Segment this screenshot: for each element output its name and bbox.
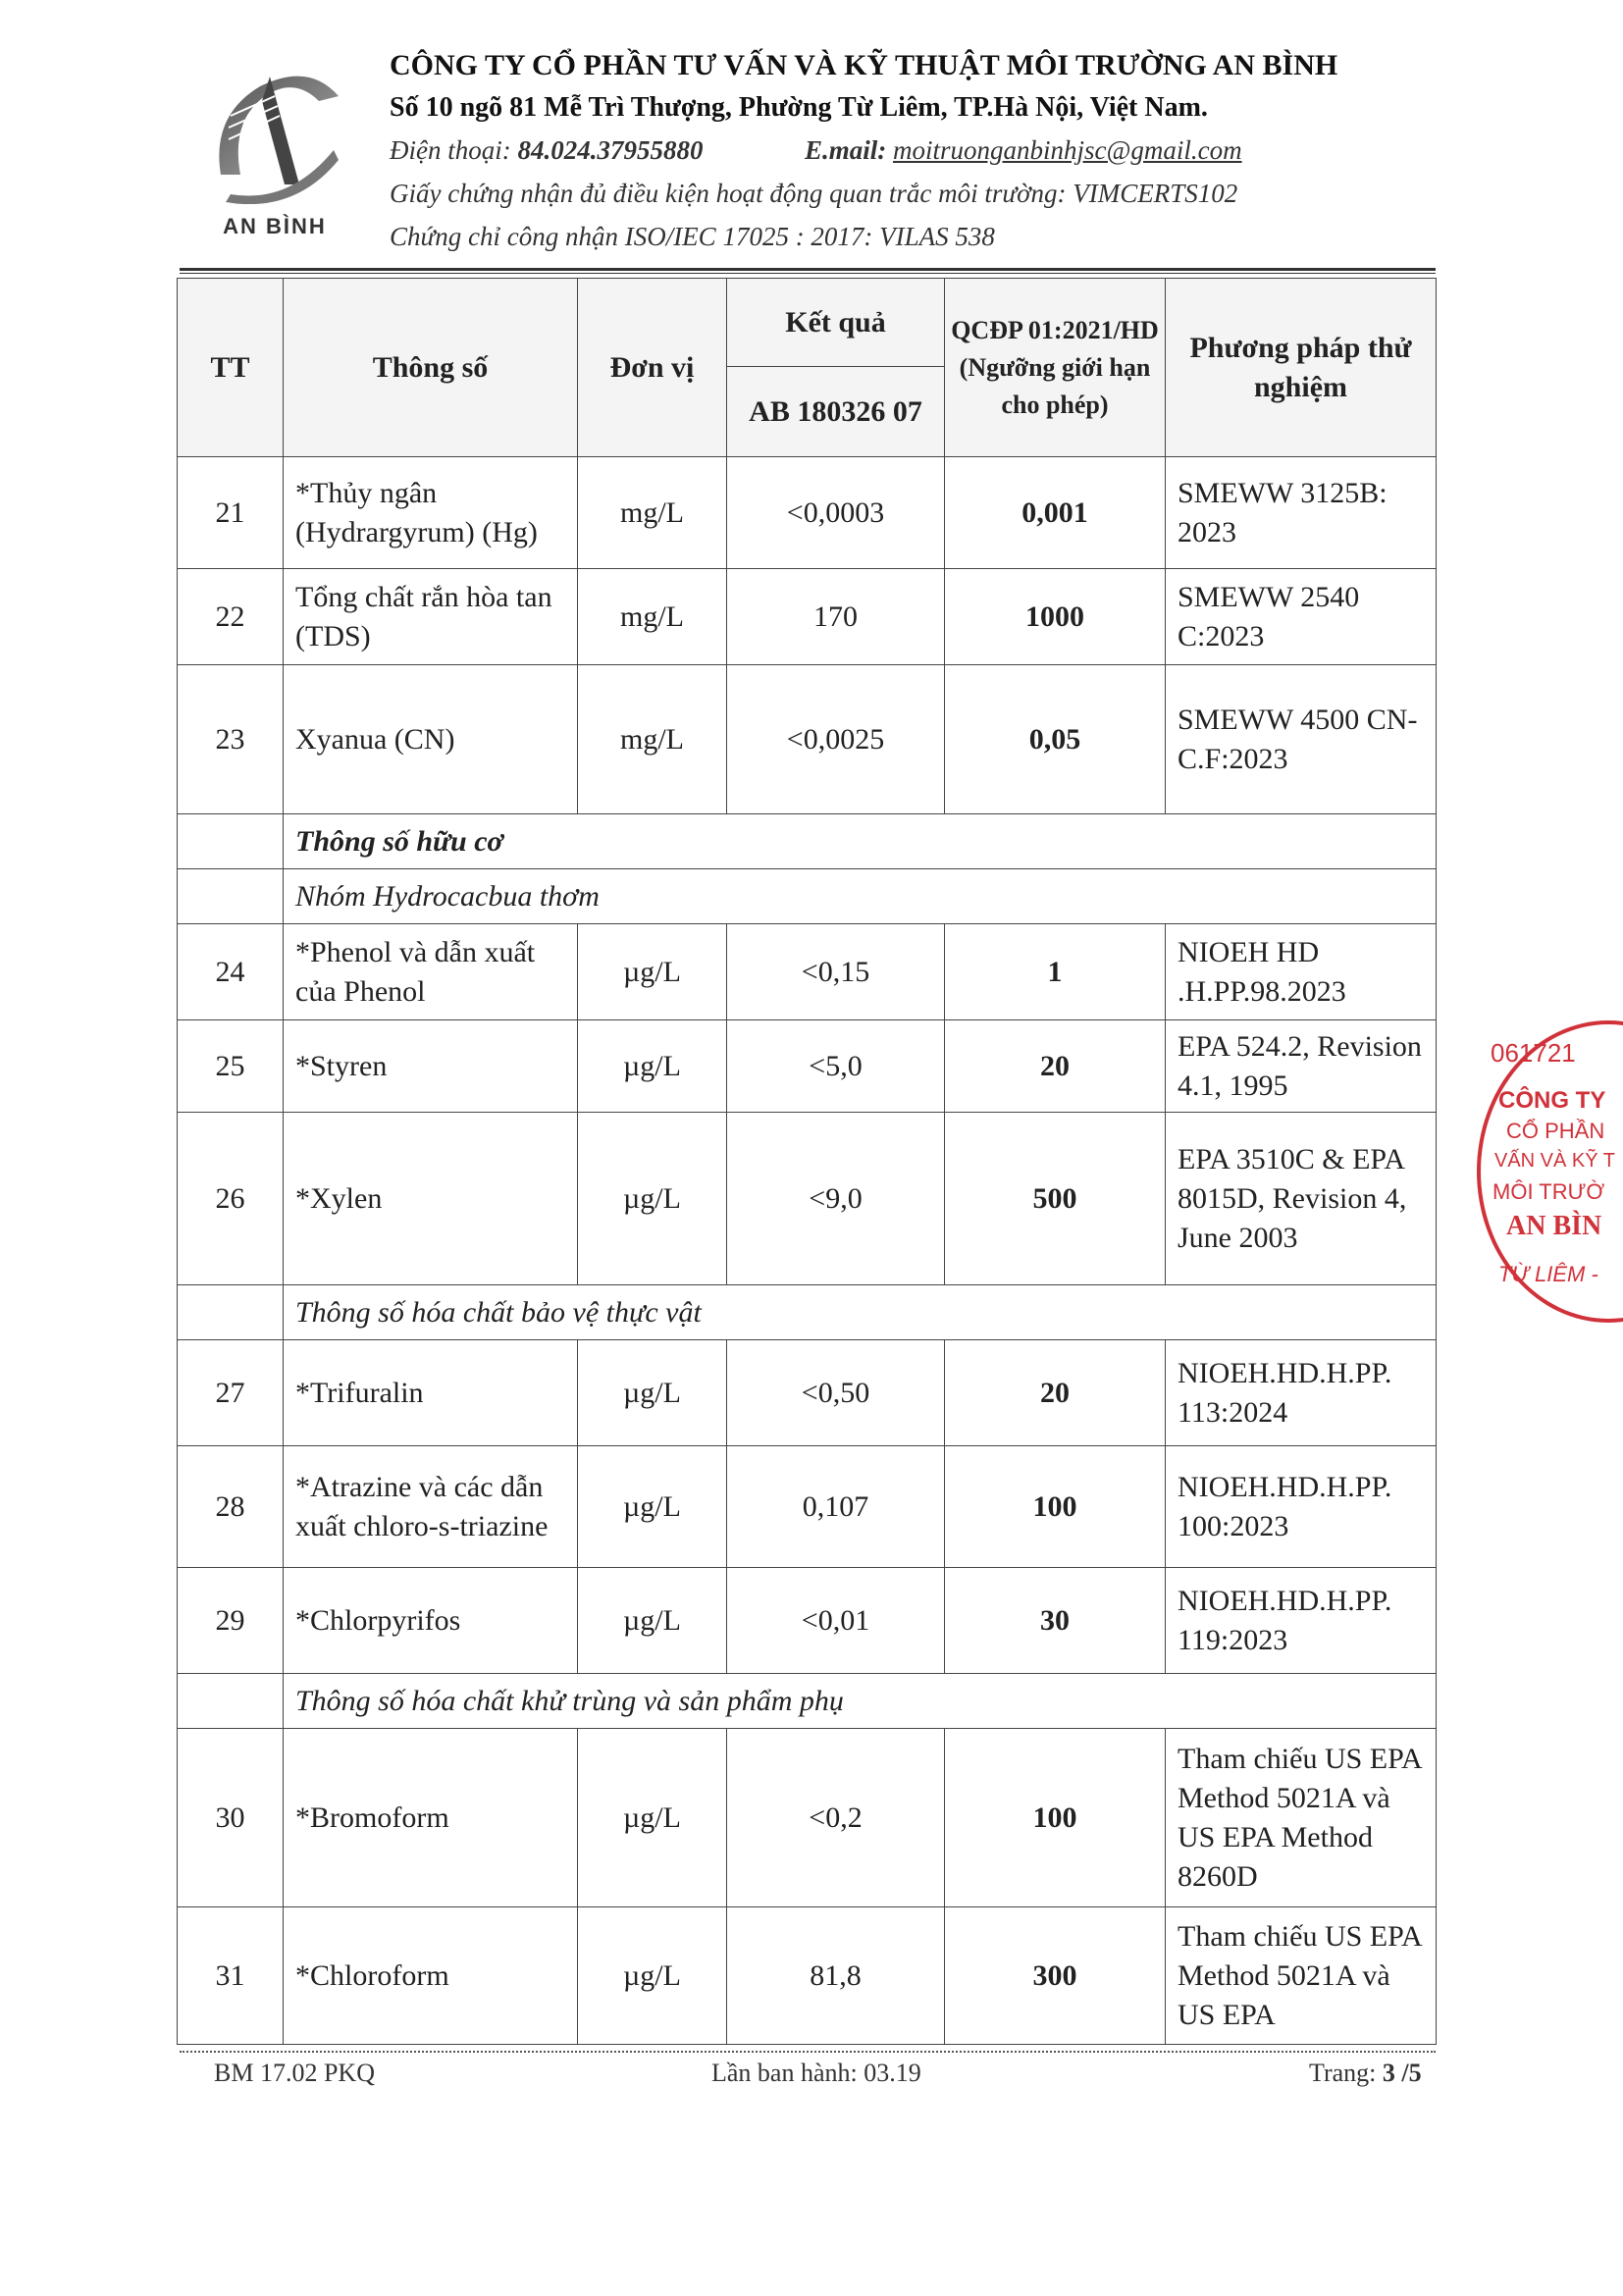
header-limit: QCĐP 01:2021/HD (Ngưỡng giới hạn cho phép) xyxy=(945,279,1166,457)
row-limit: 20 xyxy=(945,1340,1166,1446)
row-tt: 24 xyxy=(178,924,284,1020)
section-spacer xyxy=(178,814,284,869)
row-method: SMEWW 4500 CN-C.F:2023 xyxy=(1166,665,1437,814)
phone-label: Điện thoại: xyxy=(390,135,511,165)
row-param: *Styren xyxy=(284,1020,578,1113)
table-row xyxy=(178,569,1437,665)
contact-line xyxy=(390,135,1469,179)
row-param: Tổng chất rắn hòa tan (TDS) xyxy=(284,569,578,665)
row-param: *Bromoform xyxy=(284,1729,578,1907)
row-param: *Atrazine và các dẫn xuất chloro-s-triazine xyxy=(284,1446,578,1568)
row-limit: 1000 xyxy=(945,569,1166,665)
row-result: <0,2 xyxy=(727,1729,945,1907)
table-row xyxy=(178,1729,1437,1907)
stamp-line-6: TỪ LIÊM - xyxy=(1498,1262,1598,1286)
row-unit: mg/L xyxy=(578,569,727,665)
table-row xyxy=(178,1340,1437,1446)
row-result: <0,0003 xyxy=(727,457,945,569)
row-limit: 500 xyxy=(945,1113,1166,1285)
row-tt: 31 xyxy=(178,1907,284,2045)
section-title-disinfection: Thông số hóa chất khử trùng và sản phẩm phụ xyxy=(284,1674,1437,1729)
row-tt: 22 xyxy=(178,569,284,665)
company-logo xyxy=(201,57,348,243)
footer-divider xyxy=(180,2051,1436,2053)
row-unit: µg/L xyxy=(578,924,727,1020)
row-result: 0,107 xyxy=(727,1446,945,1568)
row-param: *Chloroform xyxy=(284,1907,578,2045)
row-limit: 100 xyxy=(945,1446,1166,1568)
row-param: *Xylen xyxy=(284,1113,578,1285)
stamp-line-2: CỔ PHẦN xyxy=(1506,1119,1605,1143)
logo-wordmark: AN BÌNH xyxy=(223,214,327,238)
footer-page xyxy=(1309,2059,1422,2088)
row-param: *Chlorpyrifos xyxy=(284,1568,578,1674)
section-spacer xyxy=(178,1285,284,1340)
table-row xyxy=(178,1907,1437,2045)
company-name: CÔNG TY CỔ PHẦN TƯ VẤN VÀ KỸ THUẬT MÔI TRƯỜNG AN BÌNH xyxy=(390,49,1338,81)
row-method: SMEWW 3125B: 2023 xyxy=(1166,457,1437,569)
row-method: Tham chiếu US EPA Method 5021A và US EPA xyxy=(1166,1907,1437,2045)
results-table xyxy=(177,278,1437,2045)
row-method: NIOEH.HD.H.PP. 113:2024 xyxy=(1166,1340,1437,1446)
row-tt: 26 xyxy=(178,1113,284,1285)
row-method: NIOEH.HD.H.PP. 119:2023 xyxy=(1166,1568,1437,1674)
footer-page-number: 3 /5 xyxy=(1382,2059,1422,2087)
row-param: Xyanua (CN) xyxy=(284,665,578,814)
row-unit: µg/L xyxy=(578,1568,727,1674)
row-param: *Phenol và dẫn xuất của Phenol xyxy=(284,924,578,1020)
row-param: *Trifuralin xyxy=(284,1340,578,1446)
row-limit: 0,05 xyxy=(945,665,1166,814)
header-method: Phương pháp thử nghiệm xyxy=(1166,279,1437,457)
row-unit: µg/L xyxy=(578,1729,727,1907)
row-tt: 27 xyxy=(178,1340,284,1446)
row-unit: µg/L xyxy=(578,1113,727,1285)
row-method: EPA 524.2, Revision 4.1, 1995 xyxy=(1166,1020,1437,1113)
footer-form-code: BM 17.02 PKQ xyxy=(214,2059,375,2087)
row-result: 170 xyxy=(727,569,945,665)
stamp-line-4: MÔI TRƯỜ xyxy=(1492,1179,1605,1204)
section-spacer xyxy=(178,1674,284,1729)
row-result: <0,0025 xyxy=(727,665,945,814)
email-link[interactable]: moitruonganbinhjsc@gmail.com xyxy=(893,135,1242,165)
row-unit: µg/L xyxy=(578,1340,727,1446)
header-divider xyxy=(180,268,1436,271)
row-tt: 23 xyxy=(178,665,284,814)
row-limit: 0,001 xyxy=(945,457,1166,569)
header-result: Kết quả xyxy=(727,279,945,367)
stamp-number: 061721 xyxy=(1491,1038,1576,1068)
row-unit: mg/L xyxy=(578,665,727,814)
header-divider-thin xyxy=(180,273,1436,274)
section-title-pesticides: Thông số hóa chất bảo vệ thực vật xyxy=(284,1285,1437,1340)
row-method: EPA 3510C & EPA 8015D, Revision 4, June 2003 xyxy=(1166,1113,1437,1285)
section-row xyxy=(178,1674,1437,1729)
stamp-line-3: VẤN VÀ KỸ T xyxy=(1494,1150,1616,1172)
row-tt: 28 xyxy=(178,1446,284,1568)
row-param: *Thủy ngân (Hydrargyrum) (Hg) xyxy=(284,457,578,569)
row-tt: 29 xyxy=(178,1568,284,1674)
row-limit: 300 xyxy=(945,1907,1166,2045)
section-spacer xyxy=(178,869,284,924)
section-title-aromatic: Nhóm Hydrocacbua thơm xyxy=(284,869,1437,924)
row-limit: 30 xyxy=(945,1568,1166,1674)
row-method: SMEWW 2540 C:2023 xyxy=(1166,569,1437,665)
header-unit: Đơn vị xyxy=(578,279,727,457)
row-result: <0,50 xyxy=(727,1340,945,1446)
section-title-organic: Thông số hữu cơ xyxy=(284,814,1437,869)
company-header xyxy=(390,49,1469,265)
table-row xyxy=(178,1446,1437,1568)
stamp-line-5: AN BÌN xyxy=(1506,1211,1602,1241)
footer-page-label: Trang: xyxy=(1309,2059,1377,2087)
vimcerts-certificate: Giấy chứng nhận đủ điều kiện hoạt động quan trắc môi trường: VIMCERTS102 xyxy=(390,179,1238,208)
row-method: Tham chiếu US EPA Method 5021A và US EPA Method 8260D xyxy=(1166,1729,1437,1907)
footer-issue: Lần ban hành: 03.19 xyxy=(711,2059,921,2087)
row-unit: µg/L xyxy=(578,1907,727,2045)
company-address: Số 10 ngõ 81 Mễ Trì Thượng, Phường Từ Liêm, TP.Hà Nội, Việt Nam. xyxy=(390,92,1208,123)
section-row xyxy=(178,1285,1437,1340)
row-method: NIOEH HD .H.PP.98.2023 xyxy=(1166,924,1437,1020)
row-limit: 100 xyxy=(945,1729,1166,1907)
table-row xyxy=(178,1020,1437,1113)
row-result: <9,0 xyxy=(727,1113,945,1285)
row-tt: 30 xyxy=(178,1729,284,1907)
row-method: NIOEH.HD.H.PP. 100:2023 xyxy=(1166,1446,1437,1568)
table-row xyxy=(178,665,1437,814)
row-limit: 1 xyxy=(945,924,1166,1020)
iso-accreditation: Chứng chỉ công nhận ISO/IEC 17025 : 2017: VILAS 538 xyxy=(390,222,995,251)
section-row xyxy=(178,869,1437,924)
header-param: Thông số xyxy=(284,279,578,457)
row-result: <5,0 xyxy=(727,1020,945,1113)
row-result: <0,01 xyxy=(727,1568,945,1674)
company-stamp xyxy=(1477,1020,1623,1315)
email-label: E.mail: xyxy=(804,135,887,165)
header-tt: TT xyxy=(178,279,284,457)
row-limit: 20 xyxy=(945,1020,1166,1113)
an-binh-logo-icon xyxy=(201,57,348,204)
row-unit: mg/L xyxy=(578,457,727,569)
phone-number: 84.024.37955880 xyxy=(517,135,704,165)
stamp-line-1: CÔNG TY xyxy=(1498,1087,1606,1114)
row-unit: µg/L xyxy=(578,1020,727,1113)
row-result: <0,15 xyxy=(727,924,945,1020)
row-result: 81,8 xyxy=(727,1907,945,2045)
table-row xyxy=(178,1568,1437,1674)
row-tt: 21 xyxy=(178,457,284,569)
table-row xyxy=(178,457,1437,569)
header-sample-code: AB 180326 07 xyxy=(727,367,945,457)
section-row xyxy=(178,814,1437,869)
row-unit: µg/L xyxy=(578,1446,727,1568)
table-row xyxy=(178,924,1437,1020)
table-row xyxy=(178,1113,1437,1285)
row-tt: 25 xyxy=(178,1020,284,1113)
